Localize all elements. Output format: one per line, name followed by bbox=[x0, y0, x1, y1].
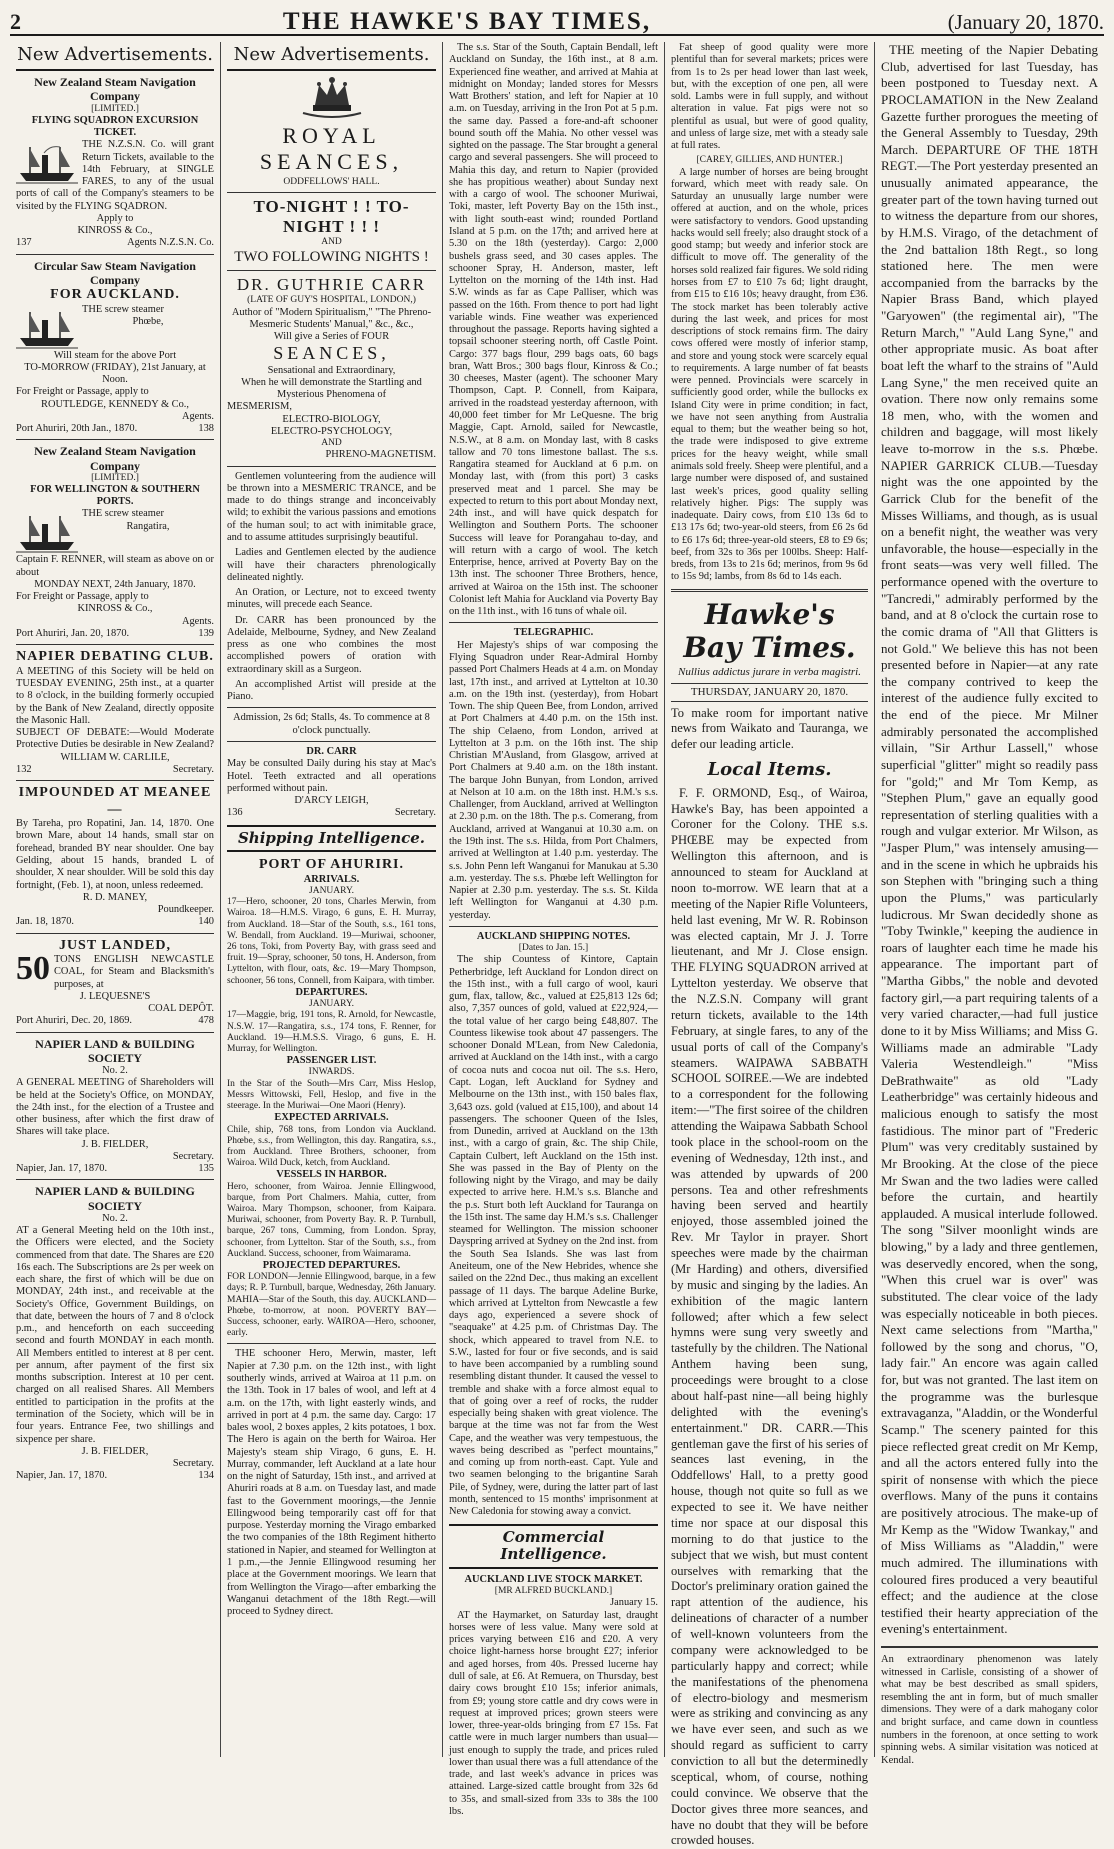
auckland-notes-dates: [Dates to Jan. 15.] bbox=[518, 943, 589, 954]
seances-title: ROYAL SEANCES, bbox=[259, 123, 404, 175]
seances-mesmerism: MESMERISM, bbox=[227, 401, 292, 413]
ad-freight: For Freight or Passage, apply to bbox=[16, 591, 149, 603]
ad-title: NAPIER LAND & BUILDING SOCIETY bbox=[35, 1036, 195, 1065]
seances-secretary: Secretary. bbox=[394, 807, 436, 819]
seances-author: Author of "Modern Spiritualism," "The Phreno-Mesmeric Students' Manual," &c., &c., bbox=[231, 306, 432, 330]
ad-ref: 478 bbox=[198, 1015, 214, 1027]
local-items-text: F. F. ORMOND, Esq., of Wairoa, Hawke's Bay, has been appointed a Coroner for the Colony. THE s.s. PHŒBE may be expected from Wellington this afternoon, and is announced to steam for Auckland at noon to-morrow. WE learn that at a meeting of the Napier Rifle Volunteers, held last evening, Mr W. R. Robinson was elected captain, Mr J. J. Torre lieutenant, and Mr J. Close ensign. THE FLYING SQUADRON arrived at Lyttelton yesterday. We observe that the N.Z.S.N. Company will grant return tickets, available to the 14th February, at single fares, to any of the usual ports of call of the Company's steamers. WAIPAWA SABBATH SCHOOL SOIREE.—We are indebted to a correspondent for the following item:—"The first soiree of the children attending the Waipawa Sabbath School took place in the school-room on the evening of Wednesday, 12th inst., and was attended by upwards of 200 persons. Tea and other refreshments having been served and heartily enjoyed, those assembled joined the Rev. Mr Taylor in prayer. Short speeches were made by the chairman (Mr Harding) and others, diversified by music and singing by the ladies. An exhibition of the magic lantern followed; after which a few select hymns were sung very sweetly and tastefully by the children. The National Anthem having been sung, proceedings were brought to a close about half-past nine—all being highly delighted with the evening's entertainment." DR. CARR.—This gentleman gave the first of his series of seances last evening, in the Oddfellows' Hall, to a pretty good house, though not quite so full as we expected to see it. We have neither time nor space at our disposal this morning to do that justice to the subject that we wish, but must content ourselves with remarking that the Doctor's preliminary oration gained the rapt attention of the audience, his delineations of character of a number of well-known volunteers from the company were acknowledged to be particularly happy and correct; while the manifestations of the phenomena of electro-biology and mesmerism were as striking and convincing as any we have ever seen, and such as we should regard as sufficient to carry conviction to all but the determinedly sceptical, whom, of course, nothing could convince. We observe that the Doctor gives three more seances, and have no doubt that they will be before crowded houses. bbox=[671, 785, 868, 1848]
ad-subject: SUBJECT OF DEBATE:—Would Moderate Protective Duties be desirable in New Zealand? bbox=[16, 727, 214, 751]
seances-body-2: Ladies and Gentlemen elected by the audience will have their characters phrenologically delineated nightly. bbox=[227, 547, 436, 583]
ad-title2: Secretary. bbox=[172, 1150, 214, 1162]
ad-body: THE screw steamer bbox=[82, 303, 164, 315]
ad-date: Jan. 18, 1870. bbox=[16, 916, 75, 928]
column-header: New Advertisements. bbox=[16, 42, 214, 71]
seances-word: SEANCES, bbox=[273, 343, 390, 364]
seances-ref: 136 bbox=[227, 807, 243, 819]
shipping-departures: DEPARTURES. bbox=[295, 986, 368, 998]
ad-name: J. B. FIELDER, bbox=[81, 1138, 149, 1150]
seances-phreno: PHRENO-MAGNETISM. bbox=[325, 449, 436, 461]
ad-body: THE N.Z.S.N. Co. will grant Return Tickets, available to the 14th February, at SINGLE FARES, to any of the usual ports of call of the Company's steamers to be visited by the FLYING SQADRON. bbox=[16, 139, 214, 212]
ad-freight: For Freight or Passage, apply to bbox=[16, 386, 149, 398]
shipping-departures-list: 17—Maggie, brig, 191 tons, R. Arnold, for Newcastle, N.S.W. 17—Rangatira, s.s., 174 tons, F. Renner, for Auckland. 19—H.M.S.S. Virago, 6 guns, E. H. Murray, for Wellington. bbox=[227, 1010, 436, 1054]
ad-limited: [LIMITED.] bbox=[91, 472, 139, 483]
masthead bbox=[10, 8, 1104, 36]
livestock-text: AT the Haymarket, on Saturday last, draught horses were of less value. Many were sold at prices varying between £16 and £20. A very choice light-harness horse brought £27; inferior and aged horses, from 40s. Pressed lucerne hay dull of sale, at £6. At Remuera, on Thursday, best dairy cows brought £10 15s; inferior animals, from £9; young store cattle and dry cows were in request at improved prices; grown steers were lower, three-year-olds bringing from £7 15s. Fat cattle were in much larger numbers than usual—just enough to supply the trade, and prices ruled lower than usual there was a full attendance of the trade, and last week's advance in prices was attained. Large-sized cattle brought from 32s 6d to 35s, and small-sized from 33s to 38s the 100 lbs. bbox=[449, 1609, 658, 1817]
ad-for: FOR AUCKLAND. bbox=[50, 286, 180, 302]
ad-debating-club bbox=[16, 649, 214, 776]
column-4 bbox=[664, 42, 874, 1848]
seances-doctor: DR. GUTHRIE CARR bbox=[236, 275, 427, 295]
shipping-port: PORT OF AHURIRI. bbox=[258, 857, 405, 873]
local-items-header: Local Items. bbox=[707, 758, 832, 780]
ad-for: FOR WELLINGTON & SOUTHERN PORTS. bbox=[30, 483, 200, 508]
shipping-vessels-list: Hero, schooner, from Wairoa. Jennie Ellingwood, barque, from Port Chalmers. Mahia, cutter, from Wairoa. Mary Thompson, schooner, from Kaipara. Muriwai, schooner, from Poverty Bay. R. P. Turnbull, barque, 267 tons, Cumming, from London. Spray, schooner, from Lyttelton. Star of the South, s.s., from Auckland. Success, schooner, from Waimarama. bbox=[227, 1181, 436, 1259]
royal-crest-icon bbox=[297, 75, 367, 119]
seances-darcy: D'ARCY LEIGH, bbox=[294, 795, 369, 807]
ad-ref: 137 bbox=[16, 237, 32, 249]
ad-impounded bbox=[16, 785, 214, 928]
newspaper-nameplate: Hawke's Bay Times. bbox=[683, 597, 856, 664]
ad-ref: 135 bbox=[198, 1163, 214, 1175]
shipping-vessels: VESSELS IN HARBOR. bbox=[276, 1169, 387, 1181]
telegraphic-text: Her Majesty's ships of war composing the Flying Squadron under Rear-Admiral Hornby passed Port Chalmers Heads at 4 a.m. on Monday last, 17th inst., and arrived at Lyttelton at 10.30 a.m. on the 19th inst. (yesterday), from Hobart Town. The ship Queen Bee, from London, arrived at Port Chalmers at 4.40 p.m. on the 15th inst. The ship Celaeno, from London, arrived at Lyttelton at 3 p.m. on the 16th inst. The ship Christian M'Ausland, from Glasgow, arrived at Port Chalmers at 9.40 a.m. on the 18th instant. The barque John Bunyan, from London, arrived at Nelson at 10 a.m. on the 18th inst. H.M.'s s.s. Challenger, from Auckland, arrived at Wellington at 2.30 p.m. on the 18th. The p.s. Comerang, from Auckland, arrived at Wanganui at 10.30 a.m. on the 19th inst. The s.s. Hilda, from Port Chalmers, arrived at Wellington at 1.40 p.m. yesterday. The s.s. John Penn left Wanganui for Manukau at 5.30 a.m. yesterday. The s.s. Phœbe left Wellington for Napier at 2.30 p.m. yesterday. The s.s. St. Kilda left Wellington for Wanganui at 4.30 p.m. yesterday. bbox=[449, 639, 658, 921]
ad-when: TO-MORROW (FRIDAY), 21st January, at Noon. bbox=[24, 361, 206, 386]
shipping-passenger: PASSENGER LIST. bbox=[286, 1055, 377, 1067]
shipping-inwards: INWARDS. bbox=[308, 1067, 355, 1078]
ad-title2: Secretary. bbox=[172, 1458, 214, 1470]
seances-give: Will give a Series of FOUR bbox=[273, 331, 390, 343]
auckland-notes-text: The ship Countess of Kintore, Captain Petherbridge, left Auckland for London direct on the 15th inst., with a full cargo of wool, kauri gum, flax, tallow, &c., valued at £25,813 12s 6d; also, 7,357 ounces of gold, valued at £22,924,—the total value of her cargo being £48,807. The Countess likewise took about 47 passengers. The schooner Donald M'Lean, from New Caledonia, arrived at Auckland on the 14th inst., with a cargo of cocoa nuts and cocoa nut oil. The s.s. Hero, Capt. Logan, left Auckland for Sydney and Melbourne on the 13th inst., with 150 bales flax, 3,643 ozs. gold (valued at £15,100), and about 14 passengers. The schooner Queen of the Isles, from Dunedin, arrived at Auckland on the 13th inst., with a cargo of grain, &c. The ship Chile, Captain Culbert, left Auckland on the 15th inst. She was passed in the Bay of Plenty on the following night by the Virago, and may be daily expected to arrive here. H.M.'s s.s. Blanche and the p.s. Sturt both left Auckland for Tauranga on the 15th inst. The same day H.M.'s s.s. Challenger steamed for Wellington. The mission schooner Dayspring arrived at Sydney on the 2nd inst. from the South Sea Islands. She was last from Aneiteum, one of the New Hebrides, whence she sailed on the 22nd Dec., thus making an excellent passage of 11 days. The barque Adeline Burke, which arrived at Lyttelton from Newcastle a few days ago, experienced a severe shock of "seaquake" at 4.25 p.m. of Christmas Day. The shock, which appeared to travel from N.E. to S.W., lasted for four or five seconds, and is said to have been accompanied by a rumbling sound resembling distant thunder. It caused the vessel to tremble and shake with a force almost equal to that of going over a reef of rocks, the rudder especially being shaken with great violence. The barque at the time was not far from the West Cape, and the weather was very tempestuous, the waves being described as "perfect mountains," and coming up from north-east. Capt. Yule and two seamen belonging to the brigantine Sarah Pile, of Sydney, were, during the latter part of last month, sentenced to 15 months' imprisonment at New Caledonia for stowing away a convict. bbox=[449, 954, 658, 1518]
seances-when: When he will demonstrate the Startling and Mysterious Phenomena of bbox=[241, 376, 422, 401]
ad-circular-saw bbox=[16, 259, 214, 436]
ad-will: Will steam for the above Port bbox=[53, 349, 177, 361]
seances-body-4: Dr. CARR has been pronounced by the Adelaide, Melbourne, Sydney, and New Zealand press as one who combines the most accomplished powers of oration with extraordinary skill as a Surgeon. bbox=[227, 614, 436, 675]
seances-consulted: May be consulted Daily during his stay at Mac's Hotel. Teeth extracted and all operations performed without pain. bbox=[227, 758, 436, 794]
ad-body: TONS ENGLISH NEWCASTLE COAL, for Steam and Blacksmith's purposes, at bbox=[54, 954, 214, 990]
ad-agents-title: Agents. bbox=[181, 410, 214, 422]
shipping-expected: EXPECTED ARRIVALS. bbox=[274, 1112, 389, 1124]
seances-hall: ODDFELLOWS' HALL. bbox=[283, 177, 380, 188]
ad-nzsn-wellington bbox=[16, 444, 214, 640]
ad-name: WILLIAM W. CARLILE, bbox=[60, 751, 170, 763]
ad-name: J. B. FIELDER, bbox=[81, 1445, 149, 1457]
ad-title: IMPOUNDED AT MEANEE— bbox=[18, 785, 212, 817]
newspaper-motto: Nullius addictus jurare in verba magistri. bbox=[678, 665, 861, 678]
ad-building-society-1 bbox=[16, 1037, 214, 1176]
ad-name: R. D. MANEY, bbox=[82, 891, 148, 903]
seances-and: AND bbox=[321, 237, 342, 248]
seances-drcarr: DR. CARR bbox=[306, 745, 357, 757]
shipping-news: THE schooner Hero, Merwin, master, left Napier at 7.30 p.m. on the 12th inst., with light southerly winds, arrived at Wairoa at 11 p.m. on the 13th. Took in 17 bales of wool, and left at 4 a.m. on the 17th, with light easterly winds, and arrived in port at 4 p.m. the same day. Cargo: 17 bales wool, 2 boxes apples, 2 kits potatoes, 1 box. The Hero is again on the berth for Wairoa. Her Majesty's steam ship Virago, 6 guns, E. H. Murray, commander, left Auckland at a late hour on the night of Saturday, 15th inst., and arrived at Ahuriri roads at 8 a.m. on Tuesday last, and made fast to the Government moorings,—the Jennie Ellingwood being temporarily cast off for that purpose. Yesterday morning the Virago embarked the two companies of the 18th Regiment hitherto stationed in Napier, and steamed for Wellington at 1 p.m.,—the Jennie Ellingwood resuming her place at the Government moorings. We learn that from Wellington the Virago—after embarking the Wanganui detachment of the 18th Regt.—will proceed to Sydney direct. bbox=[227, 1348, 436, 1618]
seances-psychology: ELECTRO-PSYCHOLOGY, bbox=[270, 425, 393, 437]
ad-ship: Phœbe, bbox=[132, 315, 164, 327]
columns bbox=[10, 42, 1104, 1848]
page-number: 2 bbox=[10, 9, 21, 34]
ad-ref: 132 bbox=[16, 763, 32, 775]
editorial-lead: To make room for important native news from Waikato and Tauranga, we defer our leading article. bbox=[671, 705, 868, 751]
shipping-arrivals: ARRIVALS. bbox=[303, 873, 360, 885]
column-1 bbox=[10, 42, 220, 1757]
market-text: Fat sheep of good quality were more plentiful than for several markets; prices were from 1s to 2s per head lower than last week, but, with the exception of one pen, all were sold. Lambs were in full supply, and without alteration in value. Fat pigs were not so plentiful as usual, but were of good quality, and unless of large size, met with a steady sale at full rates. bbox=[671, 42, 868, 152]
livestock-head: AUCKLAND LIVE STOCK MARKET. bbox=[464, 1573, 643, 1585]
seances-body-3: An Oration, or Lecture, not to exceed twenty minutes, will precede each Seance. bbox=[227, 587, 436, 611]
ad-company: New Zealand Steam Navigation Company bbox=[34, 444, 196, 473]
steamship-icon bbox=[16, 510, 78, 554]
ad-title: NAPIER DEBATING CLUB. bbox=[16, 649, 214, 665]
seances-sensational: Sensational and Extraordinary, bbox=[267, 364, 396, 376]
column-3 bbox=[442, 42, 664, 1817]
ad-body: By Tareha, pro Ropatini, Jan. 14, 1870. One brown Mare, about 14 hands, small star on forehead, branded BY near shoulder. One bay Gelding, about 15 hands, branded L of shoulder, X near shoulder. Will be sold this day fortnight, (Feb. 1), at noon, unless redeemed. bbox=[16, 818, 214, 891]
issue-date: (January 20, 1870. bbox=[947, 10, 1104, 34]
shipping-passenger-list: In the Star of the South—Mrs Carr, Miss Heslop, Messrs Wittowski, Fell, Heslop, and five in the steerage. In the Muriwai—One Maori (Henry). bbox=[227, 1078, 436, 1112]
ad-title: NAPIER LAND & BUILDING SOCIETY bbox=[35, 1184, 195, 1213]
seances-piano: An accomplished Artist will preside at the Piano. bbox=[227, 678, 436, 703]
shipping-month-2: JANUARY. bbox=[309, 999, 354, 1010]
ad-ref: 134 bbox=[198, 1470, 214, 1482]
editorial-dateline: THURSDAY, JANUARY 20, 1870. bbox=[671, 683, 868, 702]
market-firm: [CAREY, GILLIES, AND HUNTER.] bbox=[696, 155, 843, 166]
ad-nzsn-excursion bbox=[16, 75, 214, 249]
livestock-firm: [MR ALFRED BUCKLAND.] bbox=[494, 1586, 613, 1597]
ad-no: No. 2. bbox=[102, 1065, 128, 1077]
livestock-date: January 15. bbox=[610, 1597, 658, 1609]
ad-big-number: 50 bbox=[16, 950, 50, 988]
seances-late: (LATE OF GUY'S HOSPITAL, LONDON,) bbox=[247, 295, 416, 306]
ad-body: A GENERAL MEETING of Shareholders will be held at the Society's Office, on MONDAY, the 24th inst., for the election of a Trustee and other business, after which the first draw of Shares will take place. bbox=[16, 1077, 214, 1138]
shipping-expected-list: Chile, ship, 768 tons, from London via Auckland. Phœbe, s.s., from Wellington, this day. Rangatira, s.s., from Auckland. Three Brothers, schooner, from Wairoa. Wild Duck, ketch, from Auckland. bbox=[227, 1124, 436, 1169]
ad-company: New Zealand Steam Navigation Company bbox=[34, 75, 196, 104]
phenomenon-item: An extraordinary phenomenon was lately witnessed in Carlisle, consisting of a shower of what may be best described as small spiders, resembling the ant in form, but of much smaller dimensions. They were of a dark mahogany color and bright surface, and came down in countless numbers in the forenoon, at once setting to work spinning webs. A similar visitation was noticed at Kendal. bbox=[881, 1646, 1098, 1767]
ad-captain: Captain F. RENNER, will steam as above on or about bbox=[16, 554, 214, 578]
ad-just-landed bbox=[16, 938, 214, 1028]
local-items-continued: THE meeting of the Napier Debating Club, advertised for last Tuesday, has been postponed to Tuesday next. A PROCLAMATION in the New Zealand Gazette further prorogues the meeting of the General Assembly to Tuesday, 29th March. DEPARTURE OF THE 18TH REGT.—The Port yesterday presented an unusually animated appearance, the greater part of the town having turned out to witness the departure from our shores, by H.M.S. Virago, of the detachment of the 2nd battalion 18th Regt., so long stationed here. The men were accompanied from the barracks by the Napier Brass Band, which played "Garyowen" (the regimental air), "The Return March," "Auld Lang Syne," and other appropriate music. As boat after boat left the wharf to the strains of "Auld Lang Syne," the men received quite an ovation. There now only remains some 18 men, who, with the women and children and baggage, will most likely leave to-morrow in the s.s. Phœbe. NAPIER GARRICK CLUB.—Tuesday night was the one appointed by the Garrick Club for the benefit of the Misses Williams, and though, as is usual on a benefit night, the weather was very unfavorable, the house—especially in the front seats—was very well filled. The performance opened with the overture to "Tancredi," admirably performed by the band, and at 8 o'clock the curtain rose to the comic drama of "All that Glitters is not Gold." We believe this has not been presented before in Napier—at any rate the company contrived to keep the interest of the audience fully excited to the end of the piece. Mr Milner admirably personated the accomplished villain, "Sir Arthur Lassell," whose superficial "glitter" might so readily pass for "gold;" and Mr Tom Kemp, as "Stephen Plum," gave an equally good representation of sterling qualities with a rough and vulgar exterior. Mr Wilson, as "Jasper Plum," was intensely amusing—and in the scene in which he upbraids his son Stephen with "bringing such a thing upon the Plums," was particularly ludicrous. Mr Swan decidedly shone as "Toby Twinkle," keeping the audience in roars of laughter each time he made his appearance. The important part of "Martha Gibbs," the noble and devoted factory girl,—a part requiring talents of a very varied character,—had full justice done to it by Miss Williams; and Miss G. Williams made an admirable "Lady Valeria Westendleigh." "Miss DeBrathwaite" as old "Lady Leatherbridge" was certainly hideous and malicious enough to satisfy the most fastidious. The minor part of "Frederic Plum" was very creditably sustained by Mr Brooking. At the close of the piece Mr Swan and the two ladies were called before the curtain, and heartily applauded. A musical interlude followed. The song "Silver moonlight winds are blowing," by a lady and three gentlemen, was deservedly encored, when the song, "When this cruel war is over" was substituted. The clear voice of the lady was especially noticeable in both pieces. Next came selections from "Martha," followed by the song and chorus, "O, lady fair." An encore was again called for, but was not granted. The last item on the programme was the burlesque extravaganza, "Aladdin, or the Wonderful Scamp." The scenery painted for this piece reflected great credit on Mr Kemp, and all the actors entered fully into the spirit of nonsense with which the piece overflows. Many of the puns it contains are positively atrocious. The make-up of Mr Kemp as the "Widow Twankay," and of Miss Williams as "Aladdin," were much admired. The illuminations with coloured fires produced a very beautiful effect; and the audience at the close testified their hearty appreciation of the evening's entertainment. bbox=[881, 42, 1098, 1637]
shipping-month-1: JANUARY. bbox=[309, 886, 354, 897]
ad-agent: KINROSS & Co., bbox=[77, 225, 153, 237]
shipping-projected: PROJECTED DEPARTURES. bbox=[262, 1260, 401, 1271]
ad-date: Napier, Jan. 17, 1870. bbox=[16, 1163, 108, 1175]
ad-ref: 140 bbox=[198, 916, 214, 928]
seances-body-1: Gentlemen volunteering from the audience will be thrown into a MESMERIC TRANCE, and be made to do things strange and inconceivably wild; to exhibit the various passions and emotions of the human soul; to act with inimitable grace, and to assume attitudes surprisingly beautiful. bbox=[227, 470, 436, 543]
column-5 bbox=[874, 42, 1104, 1766]
ad-place: Port Ahuriri, Dec. 20, 1869. bbox=[16, 1015, 133, 1027]
seances-electro: ELECTRO-BIOLOGY, bbox=[282, 413, 381, 425]
shipping-arrivals-list: 17—Hero, schooner, 20 tons, Charles Merwin, from Wairoa. 18—H.M.S. Virago, 6 guns, E. H. Murray, from Auckland. 18—Star of the South, s.s., 161 tons, W. Bendall, from Auckland. 19—Muriwai, schooner, 26 tons, Toki, from Poverty Bay, with grass seed and fruit. 19—Spray, schooner, 50 tons, H. Anderson, from Lyttelton, with flour, oats, &c. 19—Mary Thompson, schooner, 56 tons, Connell, from Kaipara, with timber. bbox=[227, 897, 436, 986]
ad-title: JUST LANDED, bbox=[58, 937, 172, 953]
shipping-news-continued: The s.s. Star of the South, Captain Bendall, left Auckland on Sunday, the 16th inst., at 8 a.m. Experienced fine weather, and arrived at Mahia at midnight on Monday; landed stores for Messrs Watt Brothers' station, and left for Napier at 10 a.m. on Tuesday, arriving in the Iron Pot at 5 p.m. the same day. Passed a fore-and-aft schooner bound south off the Mahia. No other vessel was sighted on the passage. The Star brought a general cargo and several passengers. She will proceed to Mahia this day, and return to Napier (provided she has propitious weather) about Sunday next with a cargo of wool. The schooner Muriwai, Toki, master, left Poverty Bay on the 15th inst., with light south-east wind; rounded Portland Island at 5 p.m. on the 17th; and arrived here at 5.30 on the 18th (yesterday). Cargo: 2,000 bushels grass seed, and 30 cases apples. The schooner Spray, H. Anderson, master, left Lyttelton on the morning of the 14th inst. Had S.W. winds as far as Cape Palliser, which was passed on the 16th. From thence to port had light variable winds. Fine weather was experienced throughout the passage. Reports having sighted a topsail schooner steering north, off Castle Point. Cargo: 377 bags flour, 299 bags oats, 60 bags bran, Watt Bros.; 300 bags flour, Kinross & Co.; 30 cheeses, Master (agent). The schooner Mary Thompson, Capt. P. Connell, from Kaipara, arrived in the roadstead yesterday afternoon, with 40,000 feet timber for Mr LeQuesne. The brig Maggie, Capt. Arnold, sailed for Newcastle, N.S.W., at 8 a.m. on Monday last, with 8 casks tallow and 70 tons limestone ballast. The s.s. Rangatira steamed for Auckland at 6 p.m. on Monday last, with (from this port) 3 casks preserved meat and 1 parcel. She may be expected to return to this port about Monday next, 24th inst., and will have quick despatch for Wellington and Southern Ports. The schooner Success will leave for Porangahau to-day, and will return with a cargo of wool. The ketch Enterprise, hence, arrived at Poverty Bay on the 13th inst. The schooner Three Brothers, hence, arrived at Wairoa on the 15th inst. The schooner Colonist left Mahia for Auckland via Poverty Bay on the 11th inst., with 16 tuns of whale oil. bbox=[449, 42, 659, 618]
ad-place: Port Ahuriri, Jan. 20, 1870. bbox=[16, 628, 130, 639]
commercial-header: Commercial Intelligence. bbox=[449, 1524, 658, 1569]
seances-tonight: TO-NIGHT ! ! TO-NIGHT ! ! ! bbox=[253, 197, 410, 237]
ad-title: FLYING SQUADRON EXCURSION TICKET. bbox=[31, 114, 199, 139]
ad-when: MONDAY NEXT, 24th January, 1870. bbox=[34, 578, 196, 590]
seances-two-nights: TWO FOLLOWING NIGHTS ! bbox=[234, 248, 429, 265]
ad-agents: ROUTLEDGE, KENNEDY & Co., bbox=[41, 398, 189, 410]
ad-date: Napier, Jan. 17, 1870. bbox=[16, 1470, 108, 1482]
ad-body: AT a General Meeting held on the 10th inst., the Officers were elected, and the Society commenced from that date. The Shares are £20 16s each. The Subscriptions are 2s per week on each share, the first of which will be due on MONDAY, 24th inst., and receivable at the Society's Office, Government Buildings, on that date, between the hours of 7 and 8 o'clock p.m., and henceforth on each succeeding second and fourth MONDAY in each month. All Members entitled to interest at 8 per cent. per annum, after payment of the first six months subscription. Interest at 10 per cent. charged on all realised Shares. All Members entitled to participation in the profits at the termination of the Society, which will be in four years. Entrance Fee, two shillings and sixpence per share. bbox=[16, 1224, 214, 1445]
seances-admission: Admission, 2s 6d; Stalls, 4s. To commence at 8 o'clock punctually. bbox=[233, 712, 430, 736]
newspaper-title: THE HAWKE'S BAY TIMES, bbox=[282, 8, 652, 35]
ad-title2: Poundkeeper. bbox=[157, 904, 214, 916]
ad-agent-title: Agents N.Z.S.N. Co. bbox=[127, 237, 214, 249]
ad-body: A MEETING of this Society will be held on TUESDAY EVENING, 25th inst., at a quarter to 8 o'clock, in the building formerly occupied by the Bank of New Zealand, directly opposite the Masonic Hall. bbox=[16, 665, 214, 726]
telegraphic-head: TELEGRAPHIC. bbox=[513, 627, 594, 639]
auckland-notes-head: AUCKLAND SHIPPING NOTES. bbox=[476, 930, 631, 942]
column-2 bbox=[220, 42, 442, 1757]
seances-and2: AND bbox=[321, 438, 342, 449]
shipping-header: Shipping Intelligence. bbox=[227, 825, 436, 853]
steamship-icon bbox=[16, 141, 78, 185]
ad-apply: Apply to bbox=[96, 212, 134, 224]
ad-ref: 138 bbox=[198, 423, 214, 435]
ad-body: THE screw steamer bbox=[82, 508, 164, 520]
shipping-projected-list: FOR LONDON—Jennie Ellingwood, barque, in a few days; R. P. Turnbull, barque, Wednesday, 26th January. MAHIA—Star of the South, this day. AUCKLAND—Phœbe, to-morrow, at noon. POVERTY BAY—Success, schooner, early. WAIROA—Hero, schooner, early. bbox=[227, 1272, 436, 1339]
ad-title2: Secretary. bbox=[172, 763, 214, 775]
ad-name: J. LEQUESNE'S bbox=[79, 990, 151, 1002]
ad-ref: 139 bbox=[198, 628, 214, 639]
ad-building-society-2 bbox=[16, 1184, 214, 1482]
ad-limited: [LIMITED.] bbox=[91, 103, 139, 114]
ad-agents-title: Agents. bbox=[181, 615, 214, 627]
steamship-icon bbox=[16, 306, 78, 350]
ad-no: No. 2. bbox=[102, 1212, 128, 1224]
market-text-2: A large number of horses are being brought forward, which meet with ready sale. On Saturday an unusually large number were offered at auction, and on the whole, prices were satisfactory to vendors. Good upstanding hacks would sell freely; also draught stock of a good stamp; but weedy and inferior stock are difficult to move off. The generality of the horses sold realized fair figures. We sold riding horses from £7 to £10 7s 6d; light draught, from £15 to £16 10s; heavy draught, from £36. The stock market has been tolerably active during the last week, and prices for most descriptions of stock remains firm. The dairy cows offered were mostly of inferior stamp, and store and young stock were scarcely equal to requirements. A large number of fat beasts were penned. Provincials were scarcely in sufficiently good order, while the bullocks ex Island City were in prime condition; in fact, we have not seen anything from Australia equal to them; but the weather being so hot, the trade were indisposed to give extreme prices for the heavy weight, while small animals sold freely. Sheep were plentiful, and a large number were disposed of, and sustained last week's prices, good quality selling relatively higher. Pigs: The supply was inadequate. Dairy cows, from £10 13s 6d to £13 17s 6d; two-year-old steers, from £6 2s 6d to £6 17s 6d; three-year-old steers, £8 to £9 6s; beef, from 32s to 36s per 100lbs. Sheep: Half-breds, from 13s to 21s 6d; merinos, from 9s 6d to 15s 9d; lambs, from 8s 6d to 14s each. bbox=[671, 166, 868, 583]
ad-company: Circular Saw Steam Navigation Company bbox=[34, 258, 196, 287]
ad-ship: Rangatira, bbox=[126, 520, 170, 532]
ad-place: Port Ahuriri, 20th Jan., 1870. bbox=[16, 423, 138, 435]
column-header: New Advertisements. bbox=[227, 42, 436, 71]
ad-depot: COAL DEPÔT. bbox=[148, 1003, 214, 1015]
ad-agents: KINROSS & Co., bbox=[77, 603, 153, 615]
